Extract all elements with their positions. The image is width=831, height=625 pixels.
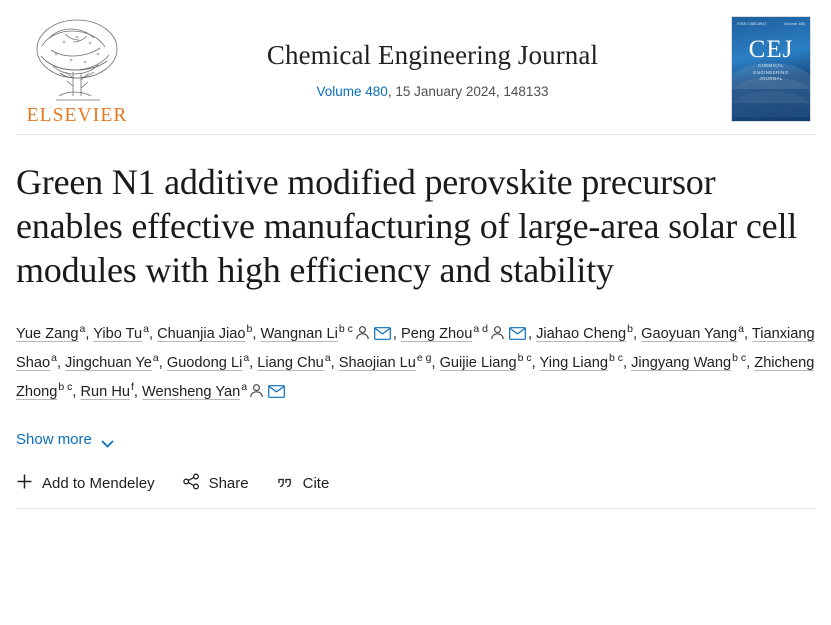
author-affiliation-marker: a bbox=[152, 352, 159, 365]
quote-icon bbox=[277, 473, 294, 494]
author-affiliation-marker: b bbox=[627, 322, 634, 335]
author-affiliation-marker: f bbox=[131, 381, 134, 394]
show-more-label: Show more bbox=[16, 430, 92, 448]
share-icon bbox=[183, 473, 200, 494]
author-affiliation-marker: e g bbox=[416, 352, 432, 365]
author-affiliation-marker: a bbox=[738, 322, 744, 335]
author-name[interactable]: Yibo Tu bbox=[93, 325, 143, 342]
author-email-icon[interactable] bbox=[509, 327, 526, 340]
author-affiliation-marker: b c bbox=[58, 381, 73, 394]
add-to-mendeley-button[interactable] bbox=[16, 473, 155, 494]
chevron-down-icon bbox=[101, 435, 114, 443]
author-email-icon[interactable] bbox=[268, 385, 285, 398]
author-affiliation-marker: a d bbox=[473, 322, 488, 335]
author-email-icon[interactable] bbox=[374, 327, 391, 340]
share-label: Share bbox=[208, 474, 249, 492]
author-name[interactable]: Wangnan Li bbox=[260, 325, 338, 342]
elsevier-logo[interactable] bbox=[16, 14, 134, 127]
author-profile-icon[interactable] bbox=[490, 325, 505, 340]
journal-issue-meta bbox=[134, 84, 731, 99]
author-affiliation-marker: a bbox=[324, 352, 331, 365]
author-name[interactable]: Run Hu bbox=[80, 384, 130, 401]
author-name[interactable]: Yue Zang bbox=[16, 325, 79, 342]
author-profile-icon[interactable] bbox=[249, 383, 264, 398]
article-action-bar bbox=[16, 473, 815, 508]
cite-label: Cite bbox=[302, 474, 330, 492]
plus-icon bbox=[16, 473, 33, 494]
author-affiliation-marker: b c bbox=[608, 352, 623, 365]
author-affiliation-marker: a bbox=[243, 352, 250, 365]
actions-divider bbox=[16, 508, 815, 509]
author-affiliation-marker: b bbox=[246, 322, 253, 335]
author-name[interactable]: Gaoyuan Yang bbox=[641, 325, 738, 342]
show-more-button[interactable] bbox=[16, 431, 114, 448]
author-list: Yue Zang$^a$, Yibo Tu$^a$, Chuanjia Jiao$^b$, Wangnan Li$^{b c}$ , Peng Zhou$^{a d}$ , Jiahao Cheng$^b$, Gaoyuan Yang$^a$, Tianxiang Shao$^a$, Jingchuan Ye$^a$, Guodong Li$^a$, Liang Chu$^a$, Shaojian Lu$^{e g}$, Guijie Liang$^{b c}$, Ying Liang$^{b c}$, Jingyang Wang$^{b c}$, Zhicheng Zhong$^{b c}$, Run Hu$^f$, Wensheng Yan$^a$ bbox=[16, 322, 815, 401]
author-affiliation-marker: a bbox=[79, 322, 86, 335]
author-name[interactable]: Shaojian Lu bbox=[338, 354, 416, 371]
header-divider bbox=[16, 134, 815, 135]
cite-button[interactable] bbox=[277, 473, 330, 494]
elsevier-wordmark: ELSEVIER bbox=[26, 105, 128, 126]
author-name[interactable]: Guodong Li bbox=[166, 354, 243, 371]
cover-acronym: CEJ bbox=[748, 36, 794, 63]
author-name[interactable]: Chuanjia Jiao bbox=[157, 325, 246, 342]
author-affiliation-marker: a bbox=[51, 352, 57, 365]
cover-issn: ISSN 1385-8947 bbox=[737, 21, 767, 26]
author-profile-icon[interactable] bbox=[355, 325, 370, 340]
journal-header bbox=[16, 0, 815, 130]
journal-info bbox=[134, 14, 731, 99]
author-name[interactable]: Jingchuan Ye bbox=[65, 354, 152, 371]
add-to-mendeley-label: Add to Mendeley bbox=[42, 474, 155, 492]
author-affiliation-marker: b c bbox=[517, 352, 532, 365]
author-affiliation-marker: a bbox=[143, 322, 149, 335]
author-affiliation-marker: a bbox=[241, 381, 248, 394]
author-affiliation-marker: b c bbox=[338, 322, 353, 335]
journal-cover[interactable] bbox=[731, 14, 815, 122]
volume-link[interactable]: Volume 480 bbox=[316, 84, 388, 99]
page-title: Green N1 additive modified perovskite precursor enables effective manufacturing of large-area solar cell modules with high efficiency and stability bbox=[16, 162, 798, 290]
cover-subtitle: CHEMICAL ENGINEERING JOURNAL bbox=[753, 63, 789, 82]
author-name[interactable]: Zhicheng Zhong bbox=[16, 354, 815, 401]
share-button[interactable] bbox=[183, 473, 249, 494]
author-name[interactable]: Tianxiang Shao bbox=[16, 325, 815, 371]
issue-date-pages: , 15 January 2024, 148133 bbox=[387, 84, 549, 99]
author-name[interactable]: Jingyang Wang bbox=[631, 354, 732, 371]
author-name[interactable]: Liang Chu bbox=[257, 354, 324, 371]
author-affiliation-marker: b c bbox=[732, 352, 747, 365]
author-name[interactable]: Wensheng Yan bbox=[142, 384, 241, 401]
author-name[interactable]: Ying Liang bbox=[539, 354, 608, 371]
journal-cover-image bbox=[731, 16, 811, 122]
elsevier-tree-icon bbox=[29, 16, 125, 104]
cover-volume: Volume 480 bbox=[783, 21, 805, 26]
journal-title[interactable]: Chemical Engineering Journal bbox=[266, 40, 599, 70]
author-name[interactable]: Peng Zhou bbox=[400, 325, 473, 342]
author-name[interactable]: Guijie Liang bbox=[439, 354, 517, 371]
author-name[interactable]: Jiahao Cheng bbox=[536, 325, 627, 342]
